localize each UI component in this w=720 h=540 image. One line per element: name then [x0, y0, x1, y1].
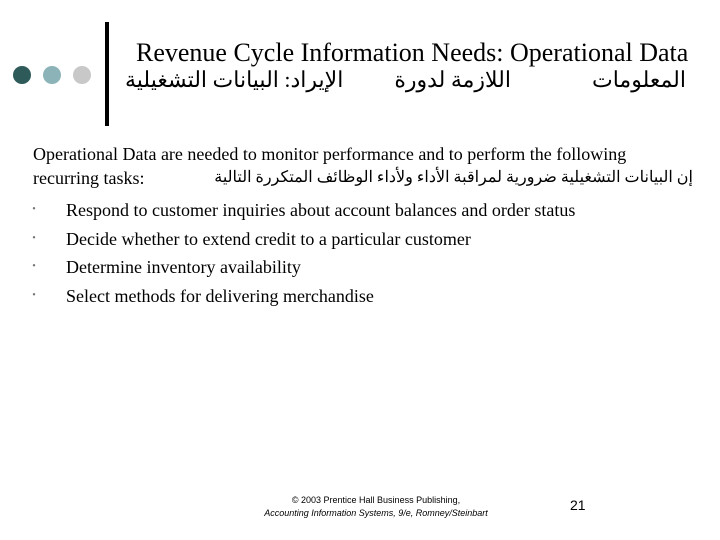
bullet-icon: •: [32, 261, 36, 272]
decorative-dot-teal: [43, 66, 61, 84]
intro-line-2: [33, 166, 693, 190]
bullet-icon: •: [32, 289, 36, 301]
intro-line-1: Operational Data are needed to monitor performance and to perform the following: [33, 144, 627, 164]
bullet-icon: •: [32, 232, 36, 244]
bullet-icon: •: [32, 204, 36, 215]
list-item-text: Select methods for delivering merchandise: [66, 285, 374, 306]
slide-title-arabic: [125, 66, 686, 94]
arabic-title-part: اللازمة لدورة: [394, 67, 511, 92]
list-item: [30, 196, 575, 225]
list-item: [30, 225, 575, 254]
decorative-dot-dark: [13, 66, 31, 84]
arabic-title-part: الإيراد: البيانات التشغيلية: [125, 67, 344, 92]
list-item: [30, 282, 575, 311]
arabic-title-part: المعلومات: [592, 67, 686, 92]
page-number: 21: [570, 497, 586, 513]
copyright-footer: [240, 494, 512, 520]
slide-title: Revenue Cycle Information Needs: Operational Data: [136, 38, 689, 67]
list-item: [30, 253, 575, 282]
decorative-dot-gray: [73, 66, 91, 84]
list-item-text: Determine inventory availability: [66, 257, 301, 277]
list-item-text: Decide whether to extend credit to a particular customer: [66, 228, 471, 249]
title-divider-bar: [105, 22, 109, 126]
intro-paragraph: [33, 142, 693, 190]
intro-arabic-text: إن البيانات التشغيلية ضرورية لمراقبة الأداء ولأداء الوظائف المتكررة التالية: [214, 169, 693, 186]
task-list: [30, 196, 575, 310]
list-item-text: Respond to customer inquiries about account balances and order status: [66, 200, 576, 220]
intro-line-2-english: recurring tasks:: [33, 168, 145, 188]
footer-line-1: © 2003 Prentice Hall Business Publishing,: [291, 495, 461, 505]
footer-line-2: Accounting Information Systems, 9/e, Romney/Steinbart: [264, 508, 488, 518]
